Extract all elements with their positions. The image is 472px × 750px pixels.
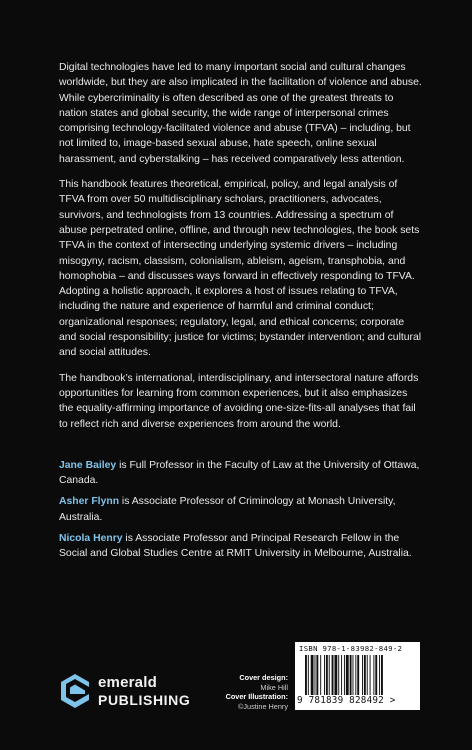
publisher-name: emerald xyxy=(98,674,157,691)
isbn-barcode xyxy=(295,642,420,710)
author-bios xyxy=(59,458,422,562)
blurb-paragraph-2: This handbook features theoretical, empirical, policy, and legal analysis of TFVA from over 50 multidisciplinary scholars, practitioners, advocates, survivors, and technologists from 13 countries. Addressing a spectrum of abuse perpetrated online, offline, and through new technologies, the book sets TFVA in the context of intersecting underlying systemic drivers – including misogyny, racism, classism, colonialism, ableism, ageism, transphobia, and homophobia – and discusses ways forward in effectively responding to TFVA. Adopting a holistic approach, it explores a host of issues relating to TFVA, including the nature and experience of harmful and criminal conduct; organizational responses; regulatory, legal, and ethical concerns; corporate and social responsibility; justice for victims; bystander intervention; and cultural and social attitudes. xyxy=(59,179,422,359)
author-bio xyxy=(59,494,422,525)
author-name: Asher Flynn xyxy=(59,496,120,508)
author-bio xyxy=(59,531,422,562)
cover-illustration-label: Cover Illustration: xyxy=(225,692,288,702)
cover-credits xyxy=(200,673,288,711)
back-cover-text xyxy=(59,60,422,568)
author-name: Nicola Henry xyxy=(59,533,123,545)
barcode-digits: 9 781839 828492 > xyxy=(297,695,396,706)
cover-design-value: Mike Hill xyxy=(260,682,288,692)
author-bio xyxy=(59,458,422,489)
publisher-imprint: PUBLISHING xyxy=(98,692,191,708)
author-description: is Associate Professor of Criminology at Monash University, Australia. xyxy=(59,496,396,523)
emerald-e-logo-icon xyxy=(58,672,92,712)
publisher-logo xyxy=(58,672,208,712)
author-description: is Associate Professor and Principal Research Fellow in the Social and Global Studies Centre at RMIT University in Melbourne, Australia. xyxy=(59,533,412,560)
blurb-paragraph-3: The handbook’s international, interdisciplinary, and intersectoral nature affords opportunities for learning from common experiences, but it also emphasizes the equality-affirming importance of avoiding one-size-fits-all analyses that fail to reflect rich and diverse experiences from around the world. xyxy=(59,372,419,430)
author-name: Jane Bailey xyxy=(59,459,117,471)
cover-illustration-value: ©Justine Henry xyxy=(238,701,288,711)
author-description: is Full Professor in the Faculty of Law at the University of Ottawa, Canada. xyxy=(59,459,420,487)
cover-design-label: Cover design: xyxy=(239,673,288,682)
isbn-text: ISBN 978-1-83982-849-2 xyxy=(299,644,403,653)
blurb-paragraph-1: Digital technologies have led to many important social and cultural changes worldwide, but they are also implicated in the facilitation of violence and abuse. While cybercriminality is often described as one of the greatest threats to nation states and global security, the wide range of interpersonal crimes comprising technology-facilitated violence and abuse (TFVA) – including, but not limited to, image-based sexual abuse, hate speech, online sexual harassment, and cyberstalking – has received comparatively less attention. xyxy=(59,62,422,165)
barcode-bars-icon xyxy=(305,655,409,695)
